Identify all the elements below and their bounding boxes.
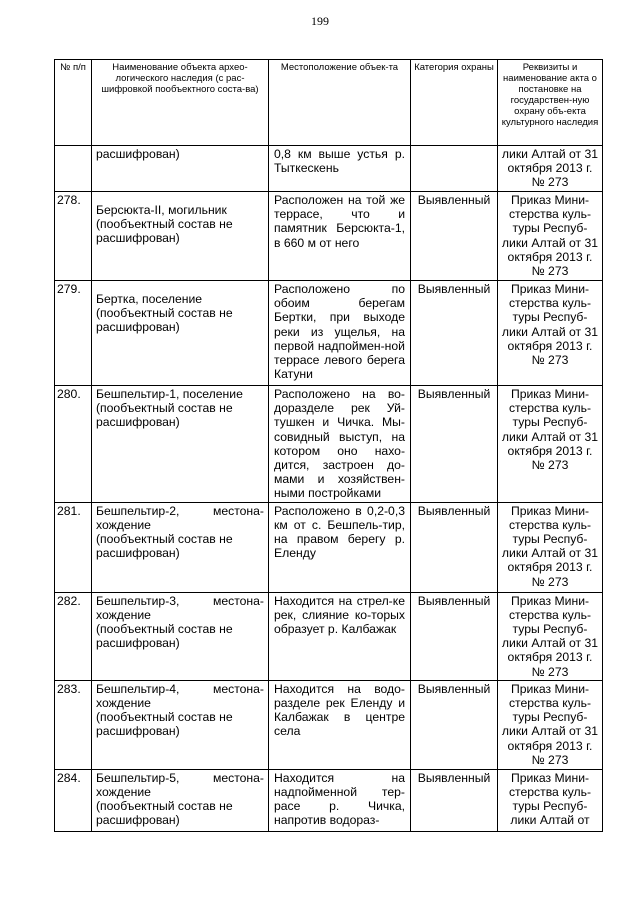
row-location: 0,8 км выше устья р. Тыткескень [269, 146, 411, 192]
row-requisites: Приказ Мини-стерства куль-туры Респуб-лики Алтай от 31 октября 2013 г. № 273 [498, 680, 603, 769]
table-header [55, 60, 603, 146]
table-row [55, 502, 603, 592]
row-name-sub: (пообъектный состав не расшифрован) [96, 799, 233, 828]
row-num: 284. [55, 769, 92, 831]
row-name [92, 502, 269, 592]
row-location: Находится на стрел-ке рек, слияние ко-торых образует р. Калбажак [269, 592, 411, 680]
row-name [92, 769, 269, 831]
row-name-title: Бешпельтир-3, местона-хождение [96, 593, 264, 622]
row-requisites: Приказ Мини-стерства куль-туры Респуб-лики Алтай от 31 октября 2013 г. № 273 [498, 502, 603, 592]
row-location: Находится на надпойменной тер-расе р. Чичка, напротив водораз- [269, 769, 411, 831]
row-category [411, 146, 498, 192]
table-row [55, 146, 603, 192]
row-name-sub: (пообъектный состав не расшифрован) [96, 306, 233, 335]
row-num: 279. [55, 281, 92, 386]
row-name [92, 680, 269, 769]
row-name-title: Бешпельтир-1, поселение [96, 387, 243, 401]
header-category: Категория охраны [411, 60, 498, 146]
table-row [55, 769, 603, 831]
row-category: Выявленный [411, 680, 498, 769]
row-location: Расположено по обоим берегам Бертки, при выходе реки из ущелья, на первой надпоймен-ной террасе левого берега Катуни [269, 281, 411, 386]
row-name-title: Берсюкта-II, могильник [96, 203, 227, 217]
row-num: 281. [55, 502, 92, 592]
row-requisites: Приказ Мини-стерства куль-туры Респуб-лики Алтай от [498, 769, 603, 831]
row-requisites: Приказ Мини-стерства куль-туры Респуб-лики Алтай от 31 октября 2013 г. № 273 [498, 386, 603, 503]
page-number: 199 [311, 14, 329, 28]
table-row [55, 592, 603, 680]
row-requisites: Приказ Мини-стерства куль-туры Респуб-лики Алтай от 31 октября 2013 г. № 273 [498, 281, 603, 386]
row-location: Находится на водо-разделе рек Еленду и Калбажак в центре села [269, 680, 411, 769]
row-name-sub: расшифрован) [96, 147, 180, 161]
header-requisites: Реквизиты и наименование акта о постановке на государствен-ную охрану объ-екта культурного наследия [498, 60, 603, 146]
row-name [92, 592, 269, 680]
header-location: Местоположение объек-та [269, 60, 411, 146]
row-location: Расположено в 0,2-0,3 км от с. Бешпель-тир, на правом берегу р. Еленду [269, 502, 411, 592]
row-num: 278. [55, 192, 92, 281]
header-name: Наименование объекта архео-логического наследия (с рас-шифровкой пообъектного соста-ва) [92, 60, 269, 146]
row-location: Расположен на той же террасе, что и памятник Берсюкта-1, в 660 м от него [269, 192, 411, 281]
row-name-sub: (пообъектный состав не расшифрован) [96, 532, 233, 561]
row-num: 282. [55, 592, 92, 680]
row-category: Выявленный [411, 386, 498, 503]
row-num: 283. [55, 680, 92, 769]
table-row [55, 192, 603, 281]
row-category: Выявленный [411, 281, 498, 386]
row-name-title: Бертка, поселение [96, 292, 203, 306]
row-requisites: Приказ Мини-стерства куль-туры Респуб-лики Алтай от 31 октября 2013 г. № 273 [498, 592, 603, 680]
row-name-title: Бешпельтир-5, местона-хождение [96, 770, 264, 800]
row-name-title: Бешпельтир-4, местона-хождение [96, 681, 264, 711]
row-requisites: Приказ Мини-стерства куль-туры Респуб-лики Алтай от 31 октября 2013 г. № 273 [498, 192, 603, 281]
row-name [92, 281, 269, 386]
row-name-sub: (пообъектный состав не расшифрован) [96, 217, 233, 246]
row-name-sub: (пообъектный состав не расшифрован) [96, 710, 233, 739]
row-location: Расположено на во-доразделе рек Уй-тушкен и Чичка. Мы-совидный выступ, на котором оно нахо-дится, застроен до-мами и хозяйствен-ными постройками [269, 386, 411, 503]
row-name-sub: (пообъектный состав не расшифрован) [96, 401, 233, 430]
table-row [55, 281, 603, 386]
row-num [55, 146, 92, 192]
row-category: Выявленный [411, 192, 498, 281]
header-num: № п/п [55, 60, 92, 146]
row-name [92, 192, 269, 281]
row-requisites: лики Алтай от 31 октября 2013 г. № 273 [498, 146, 603, 192]
heritage-table [54, 59, 603, 832]
row-name-sub: (пообъектный состав не расшифрован) [96, 622, 233, 651]
row-category: Выявленный [411, 502, 498, 592]
row-name [92, 386, 269, 503]
row-category: Выявленный [411, 592, 498, 680]
row-name-title: Бешпельтир-2, местона-хождение [96, 503, 264, 532]
row-category: Выявленный [411, 769, 498, 831]
table-row [55, 680, 603, 769]
table-row [55, 386, 603, 503]
row-name [92, 146, 269, 192]
row-num: 280. [55, 386, 92, 503]
